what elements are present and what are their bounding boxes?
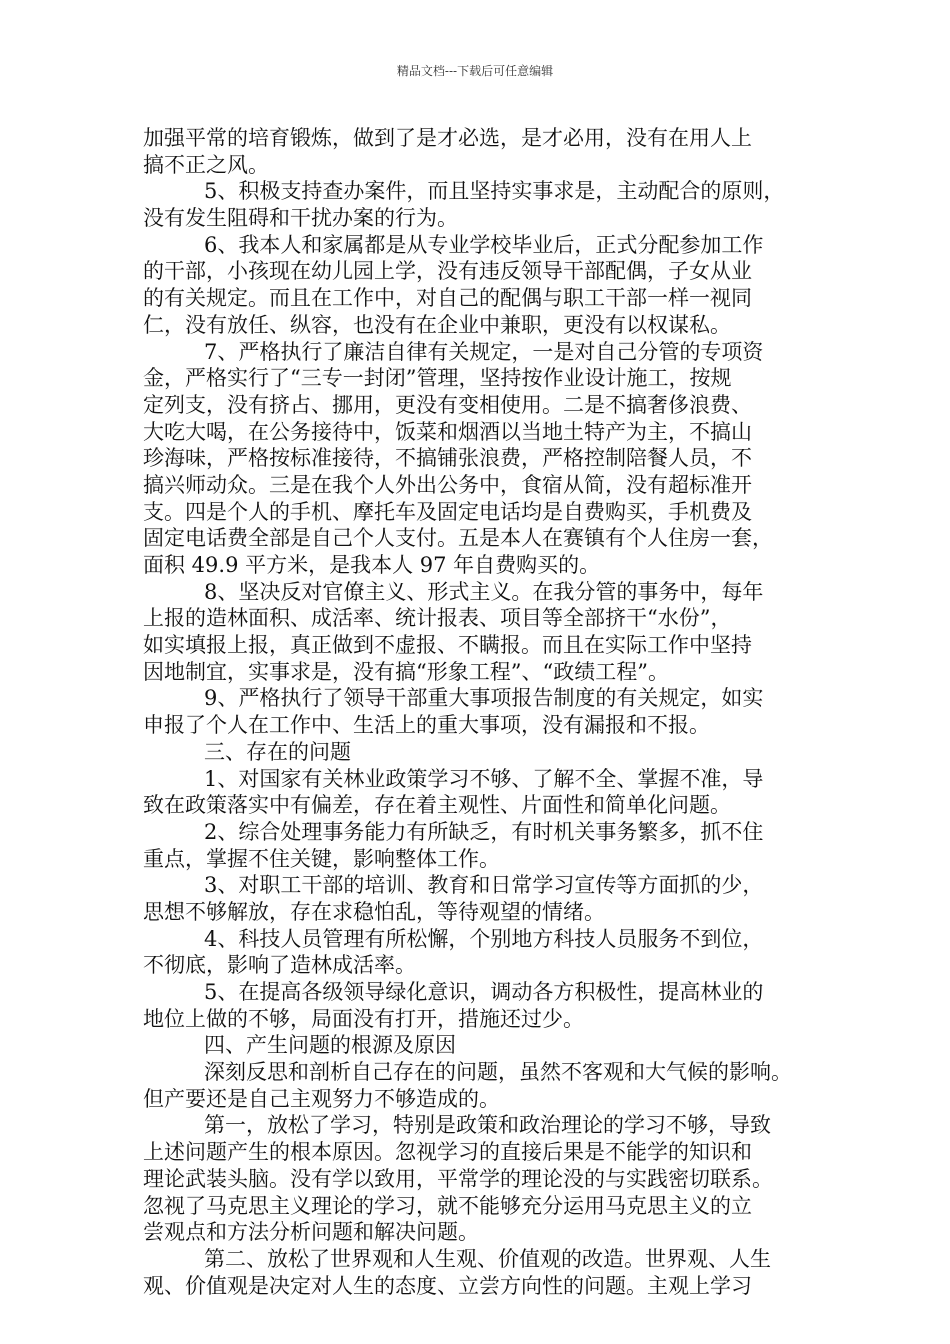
text-line: 加强平常的培育锻炼，做到了是才必选，是才必用，没有在用人上 [143, 126, 752, 150]
paragraph-start: 3、对职工干部的培训、教育和日常学习宣传等方面抓的少， [204, 873, 764, 898]
text-line: 因地制宜，实事求是，没有搞“形象工程”、“政绩工程”。 [143, 659, 669, 684]
text-line: 支。四是个人的手机、摩托车及固定电话均是自费购买，手机费及 [143, 499, 752, 524]
paragraph-start: 5、在提高各级领导绿化意识，调动各方积极性，提高林业的 [204, 980, 764, 1004]
text-line: 定列支，没有挤占、挪用，更没有变相使用。二是不搞奢侈浪费、 [143, 392, 752, 417]
paragraph-start: 1、对国家有关林业政策学习不够、了解不全、掌握不准，导 [204, 766, 764, 791]
paragraph-start: 7、严格执行了廉洁自律有关规定，一是对自己分管的专项资 [204, 339, 764, 364]
text-line: 搞不正之风。 [143, 152, 269, 177]
text-line: 尝观点和方法分析问题和解决问题。 [143, 1220, 479, 1245]
text-line: 致在政策落实中有偏差，存在着主观性、片面性和简单化问题。 [143, 793, 731, 818]
text-line: 地位上做的不够，局面没有打开，措施还过少。 [143, 1006, 584, 1031]
text-line: 的有关规定。而且在工作中，对自己的配偶与职工干部一样一视同 [143, 286, 752, 311]
text-line: 如实填报上报，真正做到不虚报、不瞒报。而且在实际工作中坚持 [143, 633, 752, 658]
document-body [143, 125, 813, 1299]
text-line: 但产要还是自己主观努力不够造成的。 [143, 1086, 500, 1111]
section-heading: 三、存在的问题 [204, 739, 351, 764]
text-line: 固定电话费全部是自己个人支付。五是本人在赛镇有个人住房一套， [143, 526, 773, 551]
paragraph-start: 2、综合处理事务能力有所缺乏，有时机关事务繁多，抓不住 [204, 819, 764, 844]
text-line: 面积 49.9 平方米，是我本人 97 年自费购买的。 [143, 553, 601, 577]
text-line: 没有发生阻碍和干扰办案的行为。 [143, 206, 458, 231]
page-header: 精品文档---下载后可任意编辑 [396, 64, 554, 78]
text-line: 理论武装头脑。没有学以致用，平常学的理论没的与实践密切联系。 [143, 1166, 773, 1191]
paragraph-start: 8、坚决反对官僚主义、形式主义。在我分管的事务中，每年 [204, 579, 764, 604]
paragraph-start: 第一，放松了学习，特别是政策和政治理论的学习不够，导致 [204, 1113, 771, 1138]
text-line: 搞兴师动众。三是在我个人外出公务中，食宿从简，没有超标准开 [143, 472, 752, 497]
text-line: 思想不够解放，存在求稳怕乱，等待观望的情绪。 [143, 899, 605, 924]
paragraph-start: 第二、放松了世界观和人生观、价值观的改造。世界观、人生 [204, 1246, 771, 1271]
text-line: 观、价值观是决定对人生的态度、立尝方向性的问题。主观上学习 [143, 1273, 752, 1298]
paragraph-start: 4、科技人员管理有所松懈，个别地方科技人员服务不到位， [204, 926, 764, 951]
text-line: 大吃大喝，在公务接待中，饭菜和烟酒以当地土特产为主，不搞山 [143, 419, 752, 444]
text-line: 不彻底，影响了造林成活率。 [143, 953, 416, 978]
paragraph-start: 深刻反思和剖析自己存在的问题，虽然不客观和大气候的影响。 [204, 1060, 792, 1085]
text-line: 重点，掌握不住关键，影响整体工作。 [143, 846, 500, 871]
text-line: 申报了个人在工作中、生活上的重大事项，没有漏报和不报。 [143, 713, 710, 738]
section-heading: 四、产生问题的根源及原因 [204, 1033, 456, 1058]
paragraph-start: 5、积极支持查办案件，而且坚持实事求是，主动配合的原则， [204, 179, 785, 204]
paragraph-start: 9、严格执行了领导干部重大事项报告制度的有关规定，如实 [204, 686, 764, 711]
text-line: 的干部，小孩现在幼儿园上学，没有违反领导干部配偶，子女从业 [143, 259, 752, 284]
text-line: 上述问题产生的根本原因。忽视学习的直接后果是不能学的知识和 [143, 1140, 752, 1165]
text-line: 忽视了马克思主义理论的学习，就不能够充分运用马克思主义的立 [143, 1193, 752, 1218]
text-line: 仁，没有放任、纵容，也没有在企业中兼职，更没有以权谋私。 [143, 312, 731, 337]
text-line: 上报的造林面积、成活率、统计报表、项目等全部挤干“水份”， [143, 606, 732, 631]
text-line: 珍海味，严格按标准接待，不搞铺张浪费，严格控制陪餐人员，不 [143, 446, 752, 471]
text-line: 金，严格实行了“三专一封闭”管理，坚持按作业设计施工，按规 [143, 366, 732, 391]
paragraph-start: 6、我本人和家属都是从专业学校毕业后，正式分配参加工作 [204, 232, 764, 257]
